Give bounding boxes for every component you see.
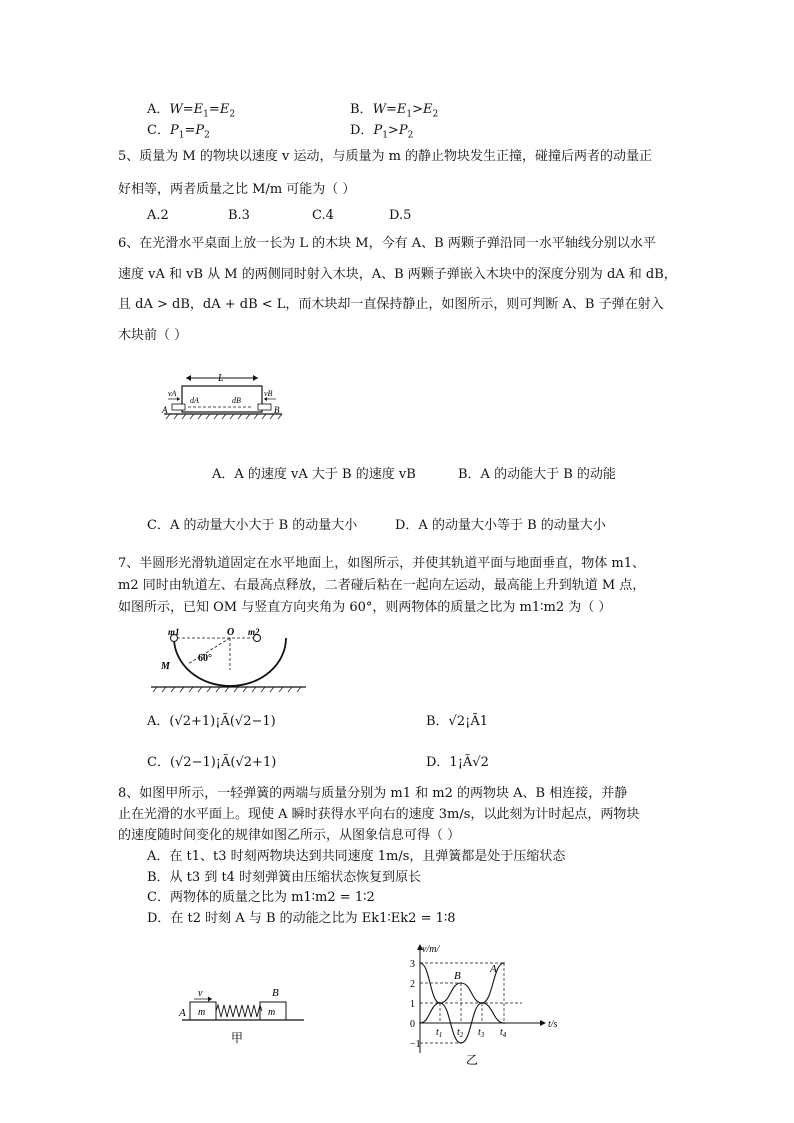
block-b-mass: m	[268, 1007, 276, 1018]
q4-option-b: B．$W=E_1>E_2$	[350, 102, 439, 120]
y-tick-label: 3	[410, 959, 415, 970]
series-A-point	[419, 962, 421, 964]
y-tick-label: 2	[410, 979, 415, 990]
series-A-point	[460, 1042, 462, 1044]
q8-option-b: B．从 t3 到 t4 时刻弹簧由压缩状态恢复到原长	[147, 870, 422, 885]
velocity-time-graph	[386, 940, 566, 1066]
velocity-label: v	[198, 988, 203, 999]
x-axis-label: t/s	[548, 1019, 558, 1030]
q4-option-d: D．$P_1>P_2$	[350, 123, 414, 141]
q5-option-a: A.2	[147, 208, 169, 223]
x-tick-label: $t_2$	[457, 1027, 464, 1039]
ground-hatching	[153, 687, 301, 692]
y-tick-label: 0	[410, 1019, 415, 1030]
length-label: L	[218, 373, 224, 384]
depth-a-label: dA	[190, 396, 199, 405]
figure-yi-caption: 乙	[466, 1053, 479, 1066]
spring	[216, 1005, 262, 1017]
o-label: O	[227, 628, 235, 638]
q7-option-d: D．1¡Ã√2	[426, 755, 489, 770]
q7-text-line-1: 7、半圆形光滑轨道固定在水平地面上，如图所示，并使其轨道平面与地面垂直，物体 m1、	[118, 556, 646, 571]
series-B-point	[439, 1002, 441, 1004]
q8-text-line-1: 8、如图甲所示，一轻弹簧的两端与质量分别为 m1 和 m2 的两物块 A、B 相连接，并静	[118, 786, 628, 801]
q5-text-line-1: 5、质量为 M 的物块以速度 v 运动，与质量为 m 的静止物块发生正撞，碰撞后两者的动量正	[118, 149, 653, 164]
q5-option-c: C.4	[312, 208, 334, 223]
q5-text-line-2: 好相等，两者质量之比 M/m 可能为（ ）	[118, 182, 356, 197]
series-A-point	[503, 962, 505, 964]
semicircle-track-figure	[148, 628, 308, 694]
q4-option-a: A．$W=E_1=E_2$	[147, 102, 236, 120]
q6-option-c: C．A 的动量大小大于 B 的动量大小	[147, 518, 358, 533]
q7-option-a: A．(√2+1)¡Ã(√2−1)	[147, 714, 276, 729]
m-point-label: M	[161, 661, 170, 672]
q8-text-line-3: 的速度随时间变化的规律如图乙所示，从图象信息可得（ ）	[118, 828, 461, 843]
bullet-block-figure	[160, 372, 285, 424]
q7-option-b: B．√2¡Ã1	[426, 714, 488, 729]
q7-text-line-3: 如图所示，已知 OM 与竖直方向夹角为 60°，则两物体的质量之比为 m1∶m2 为（ ）	[118, 600, 612, 615]
series-B-point	[481, 1002, 483, 1004]
block-a-mass: m	[198, 1007, 206, 1018]
series-B-point	[503, 1022, 505, 1024]
q7-option-c: C．(√2−1)¡Ã(√2+1)	[147, 755, 277, 770]
q8-option-a: A．在 t1、t3 时刻两物块达到共同速度 1m/s，且弹簧都是处于压缩状态	[147, 849, 566, 864]
y-tick-label: 1	[410, 999, 415, 1010]
q6-option-a: A．A 的速度 vA 大于 B 的速度 vB	[212, 467, 416, 482]
x-tick-label: $t_3$	[478, 1027, 485, 1039]
q7-text-line-2: m2 同时由轨道左、右最高点释放，二者碰后粘在一起向左运动，最高能上升到轨道 M 点，	[118, 578, 646, 593]
bullet-b-label: B	[274, 405, 280, 415]
x-tick-label: $t_4$	[500, 1027, 507, 1039]
surface-hatching	[166, 414, 282, 419]
m2-label: m2	[248, 628, 260, 637]
q6-text-line-3: 且 dA > dB，dA + dB < L，而木块却一直保持静止，如图所示，则可判断 A、B 子弹在射入	[118, 297, 664, 312]
q8-option-d: D．在 t2 时刻 A 与 B 的动能之比为 Ek1∶Ek2 = 1∶8	[147, 911, 456, 926]
velocity-a-label: vA	[168, 389, 177, 398]
figure-jia-caption: 甲	[231, 1031, 244, 1045]
q8-text-line-2: 止在光滑的水平面上。现使 A 瞬时获得水平向右的速度 3m/s，以此刻为计时起点，两物块	[118, 807, 640, 822]
velocity-b-label: vB	[264, 389, 273, 398]
q5-option-d: D.5	[389, 208, 412, 223]
y-tick-label: −1	[410, 1039, 421, 1050]
spring-system-figure	[176, 982, 311, 1048]
q6-text-line-2: 速度 vA 和 vB 从 M 的两侧同时射入木块，A、B 两颗子弹嵌入木块中的深度分别为 dA 和 dB，	[118, 267, 677, 282]
m1-label: m1	[168, 628, 180, 637]
q5-option-b: B.3	[228, 208, 250, 223]
series-B-point	[460, 982, 462, 984]
q6-option-d: D．A 的动量大小等于 B 的动量大小	[395, 518, 606, 533]
x-axis-arrow	[540, 1020, 546, 1026]
depth-b-label: dB	[232, 396, 241, 405]
x-tick-label: $t_1$	[436, 1027, 443, 1039]
bullet-b	[258, 404, 271, 410]
block-b-label: B	[272, 987, 279, 999]
series-B-point	[419, 1022, 421, 1024]
block-a-label: A	[179, 1007, 186, 1019]
curve-b-label: B	[454, 970, 461, 982]
q8-option-c: C．两物体的质量之比为 m1∶m2 = 1∶2	[147, 890, 375, 905]
y-axis-label: v/m/	[422, 944, 440, 955]
bullet-a	[172, 404, 185, 410]
curve-a-label: A	[490, 963, 497, 975]
bullet-a-label: A	[162, 405, 168, 415]
q6-text-line-4: 木块前（ ）	[118, 328, 188, 343]
q6-text-line-1: 6、在光滑水平桌面上放一长为 L 的木块 M，今有 A、B 两颗子弹沿同一水平轴线分别以水平	[118, 236, 656, 251]
q6-option-b: B．A 的动能大于 B 的动能	[458, 467, 616, 482]
angle-label: 60°	[198, 653, 212, 664]
q4-option-c: C．$P_1=P_2$	[147, 123, 210, 141]
